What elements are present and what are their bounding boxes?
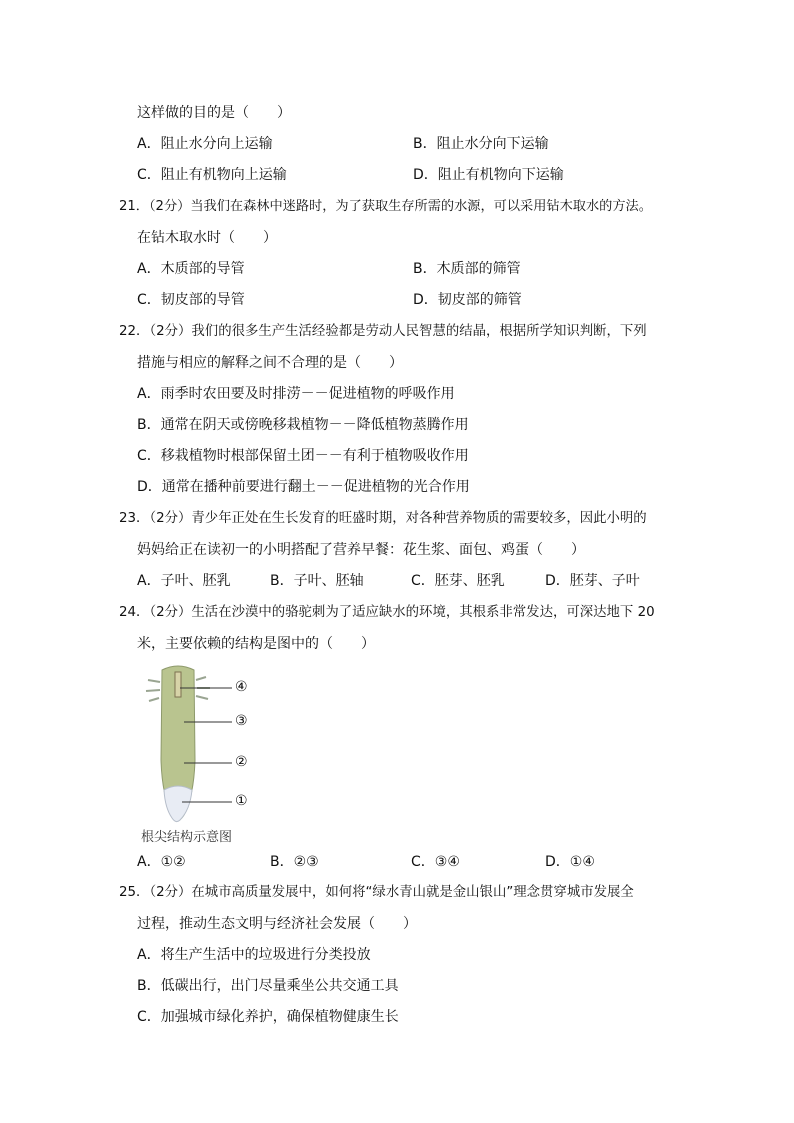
q21-option-c: C．韧皮部的导管: [137, 292, 245, 308]
q24-option-a: A．①②: [137, 854, 186, 870]
q21-option-a: A．木质部的导管: [137, 261, 245, 277]
q22-stem-line2: 措施与相应的解释之间不合理的是（ ）: [137, 355, 403, 371]
q20-option-a: A．阻止水分向上运输: [137, 136, 273, 152]
figure-label-4: ④: [235, 679, 248, 695]
q20-option-d: D．阻止有机物向下运输: [413, 167, 564, 183]
root-cap: [164, 786, 192, 822]
q21-stem-line2: 在钻木取水时（ ）: [137, 230, 277, 246]
figure-label-3: ③: [235, 713, 248, 729]
figure-label-1: ①: [235, 793, 248, 809]
q21-option-d: D．韧皮部的筛管: [413, 292, 522, 308]
q21-stem-line1: 21．（2分）当我们在森林中迷路时，为了获取生存所需的水源，可以采用钻木取水的方法。: [119, 199, 652, 214]
q23-option-d: D．胚芽、子叶: [545, 573, 640, 589]
q24-option-b: B．②③: [270, 854, 319, 870]
q20-stem-tail: 这样做的目的是（ ）: [137, 105, 291, 121]
q21-option-b: B．木质部的筛管: [413, 261, 521, 277]
q23-stem-line2: 妈妈给正在读初一的小明搭配了营养早餐：花生浆、面包、鸡蛋（ ）: [137, 542, 585, 558]
figure-caption: 根尖结构示意图: [141, 830, 233, 845]
q24-stem-line1: 24．（2分）生活在沙漠中的骆驼刺为了适应缺水的环境，其根系非常发达，可深达地下 20: [119, 605, 655, 620]
figure-label-2: ②: [235, 754, 248, 770]
q24-option-d: D．①④: [545, 854, 595, 870]
q24-stem-line2: 米，主要依赖的结构是图中的（ ）: [137, 636, 375, 652]
q23-stem-line1: 23．（2分）青少年正处在生长发育的旺盛时期，对各种营养物质的需要较多，因此小明的: [119, 511, 647, 526]
q22-option-a: A．雨季时农田要及时排涝－－促进植物的呼吸作用: [137, 386, 455, 402]
q20-option-b: B．阻止水分向下运输: [413, 136, 549, 152]
q25-option-a: A．将生产生活中的垃圾进行分类投放: [137, 947, 371, 963]
q24-option-c: C．③④: [411, 854, 460, 870]
q25-option-b: B．低碳出行，出门尽量乘坐公共交通工具: [137, 978, 399, 994]
q23-option-b: B．子叶、胚轴: [270, 573, 364, 589]
vascular-strand: [175, 672, 181, 697]
q25-option-c: C．加强城市绿化养护，确保植物健康生长: [137, 1009, 399, 1025]
q23-option-a: A．子叶、胚乳: [137, 573, 231, 589]
q22-option-d: D．通常在播种前要进行翻土－－促进植物的光合作用: [137, 479, 470, 495]
q23-option-c: C．胚芽、胚乳: [411, 573, 505, 589]
q25-stem-line2: 过程，推动生态文明与经济社会发展（ ）: [137, 916, 417, 932]
q22-option-c: C．移栽植物时根部保留土团－－有利于植物吸收作用: [137, 448, 469, 464]
q22-option-b: B．通常在阴天或傍晚移栽植物－－降低植物蒸腾作用: [137, 417, 469, 433]
q25-stem-line1: 25．（2分）在城市高质量发展中，如何将“绿水青山就是金山银山”理念贯穿城市发展全: [119, 885, 634, 900]
root-tip-figure: [140, 660, 260, 850]
q20-option-c: C．阻止有机物向上运输: [137, 167, 287, 183]
q22-stem-line1: 22．（2分）我们的很多生产生活经验都是劳动人民智慧的结晶，根据所学知识判断，下列: [119, 324, 647, 339]
